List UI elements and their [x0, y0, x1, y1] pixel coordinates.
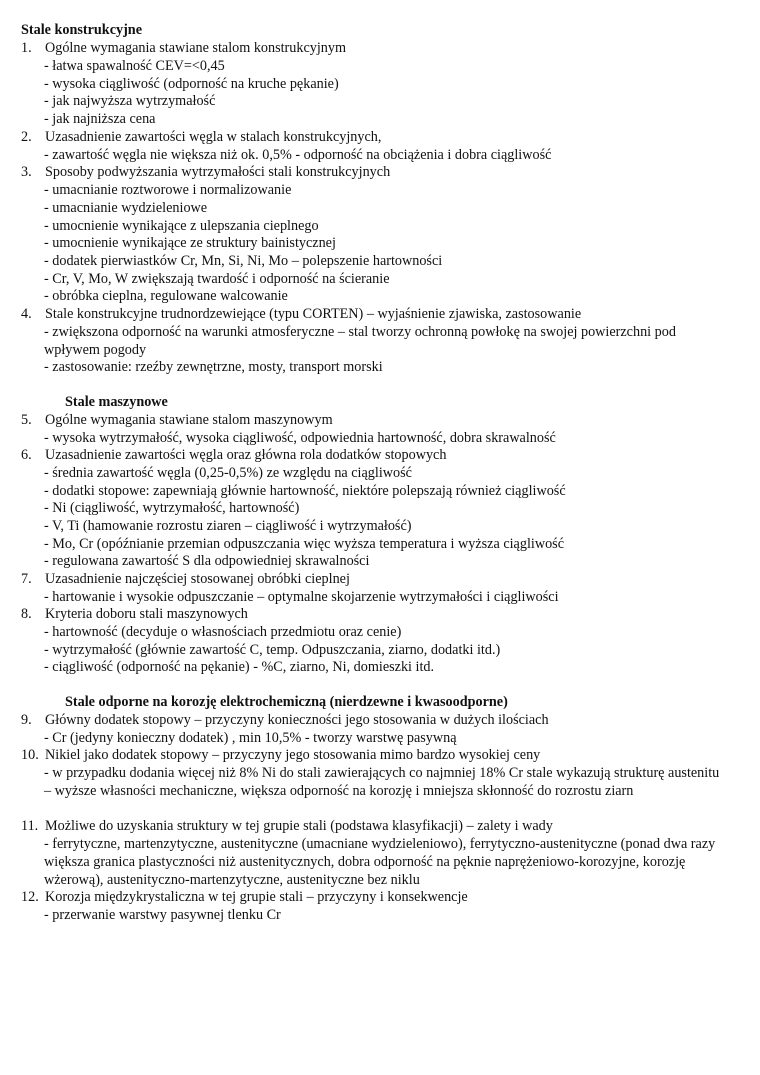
item-point: - dodatki stopowe: zapewniają głównie hartowność, niektóre polepszają również ciągliwość: [44, 483, 566, 499]
item-point: - umacnianie roztworowe i normalizowanie: [44, 182, 292, 198]
item-number: 12.: [21, 889, 39, 905]
item-title: Sposoby podwyższania wytrzymałości stali konstrukcyjnych: [45, 164, 391, 180]
item-point: - zwiększona odporność na warunki atmosferyczne – stal tworzy ochronną powłokę na swojej powierzchni pod wpływem pogody: [44, 324, 676, 358]
item-point: - wytrzymałość (głównie zawartość C, temp. Odpuszczania, ziarno, dodatki itd.): [44, 642, 501, 658]
item-point: - Cr, V, Mo, W zwiększają twardość i odporność na ścieranie: [44, 271, 390, 287]
item-title: Główny dodatek stopowy – przyczyny konieczności jego stosowania w dużych ilościach: [45, 712, 549, 728]
item-point: - wysoka wytrzymałość, wysoka ciągliwość, odpowiednia hartowność, dobra skrawalność: [44, 430, 556, 446]
item-point: - jak najwyższa wytrzymałość: [44, 93, 216, 109]
item-point: - umacnianie wydzieleniowe: [44, 200, 208, 216]
item-number: 9.: [21, 712, 32, 728]
item-point: - umocnienie wynikające ze struktury bainistycznej: [44, 235, 336, 251]
item-title: Uzasadnienie zawartości węgla w stalach konstrukcyjnych,: [45, 129, 382, 145]
item-number: 1.: [21, 40, 32, 56]
item-point: - zastosowanie: rzeźby zewnętrzne, mosty, transport morski: [44, 359, 383, 375]
item-title: Kryteria doboru stali maszynowych: [45, 606, 248, 622]
item-point: - ciągliwość (odporność na pękanie) - %C, ziarno, Ni, domieszki itd.: [44, 659, 435, 675]
item-title: Uzasadnienie zawartości węgla oraz główna rola dodatków stopowych: [45, 447, 447, 463]
item-title: Korozja międzykrystaliczna w tej grupie stali – przyczyny i konsekwencje: [45, 889, 468, 905]
section-heading: Stale konstrukcyjne: [21, 22, 142, 38]
item-number: 2.: [21, 129, 32, 145]
item-title: Ogólne wymagania stawiane stalom konstrukcyjnym: [45, 40, 347, 56]
item-number: 6.: [21, 447, 32, 463]
section-heading: Stale maszynowe: [65, 394, 168, 410]
item-point: - Mo, Cr (opóźnianie przemian odpuszczania więc wyższa temperatura i wyższa ciągliwość: [44, 536, 564, 552]
item-point: - zawartość węgla nie większa niż ok. 0,5% - odporność na obciążenia i dobra ciągliwość: [44, 147, 552, 163]
item-point: - V, Ti (hamowanie rozrostu ziaren – ciągliwość i wytrzymałość): [44, 518, 412, 534]
item-point: - łatwa spawalność CEV=<0,45: [44, 58, 225, 74]
item-point: - umocnienie wynikające z ulepszania cieplnego: [44, 218, 319, 234]
item-point: - dodatek pierwiastków Cr, Mn, Si, Ni, Mo – polepszenie hartowności: [44, 253, 443, 269]
item-number: 11.: [21, 818, 39, 834]
item-point: - Ni (ciągliwość, wytrzymałość, hartowność): [44, 500, 300, 516]
item-number: 3.: [21, 164, 32, 180]
item-number: 7.: [21, 571, 32, 587]
section-heading: Stale odporne na korozję elektrochemiczną (nierdzewne i kwasoodporne): [65, 694, 508, 710]
item-point: - hartowność (decyduje o własnościach przedmiotu oraz cenie): [44, 624, 402, 640]
item-point: - hartowanie i wysokie odpuszczanie – optymalne skojarzenie wytrzymałości i ciągliwości: [44, 589, 559, 605]
item-title: Uzasadnienie najczęściej stosowanej obróbki cieplnej: [45, 571, 350, 587]
item-point: - w przypadku dodania więcej niż 8% Ni do stali zawierających co najmniej 18% Cr stale wykazują strukturę austenitu – wyższe własności mechaniczne, większa odporność na korozję i mniejsza skłonność do rozrostu ziarn: [44, 765, 720, 799]
item-number: 5.: [21, 412, 32, 428]
item-point: - przerwanie warstwy pasywnej tlenku Cr: [44, 907, 281, 923]
item-title: Nikiel jako dodatek stopowy – przyczyny jego stosowania mimo bardzo wysokiej ceny: [45, 747, 541, 763]
item-number: 8.: [21, 606, 32, 622]
item-point: - jak najniższa cena: [44, 111, 156, 127]
item-title: Stale konstrukcyjne trudnordzewiejące (typu CORTEN) – wyjaśnienie zjawiska, zastosowanie: [45, 306, 582, 322]
item-point: - ferrytyczne, martenzytyczne, austenityczne (umacniane wydzieleniowo), ferrytyczno-austenityczne (ponad dwa razy większa granica plastyczności niż austenitycznych, dobra odporność na pęknie naprężeniowo-korozyjne, korozję wżerową), austenityczno-martenzytyczne, austenityczne bez niklu: [44, 836, 716, 888]
item-point: - średnia zawartość węgla (0,25-0,5%) ze względu na ciągliwość: [44, 465, 412, 481]
item-point: - obróbka cieplna, regulowane walcowanie: [44, 288, 288, 304]
item-title: Możliwe do uzyskania struktury w tej grupie stali (podstawa klasyfikacji) – zalety i wady: [45, 818, 553, 834]
item-point: - Cr (jedyny konieczny dodatek) , min 10,5% - tworzy warstwę pasywną: [44, 730, 457, 746]
item-point: - regulowana zawartość S dla odpowiedniej skrawalności: [44, 553, 370, 569]
item-number: 4.: [21, 306, 32, 322]
item-point: - wysoka ciągliwość (odporność na kruche pękanie): [44, 76, 339, 92]
item-number: 10.: [21, 747, 39, 763]
item-title: Ogólne wymagania stawiane stalom maszynowym: [45, 412, 333, 428]
